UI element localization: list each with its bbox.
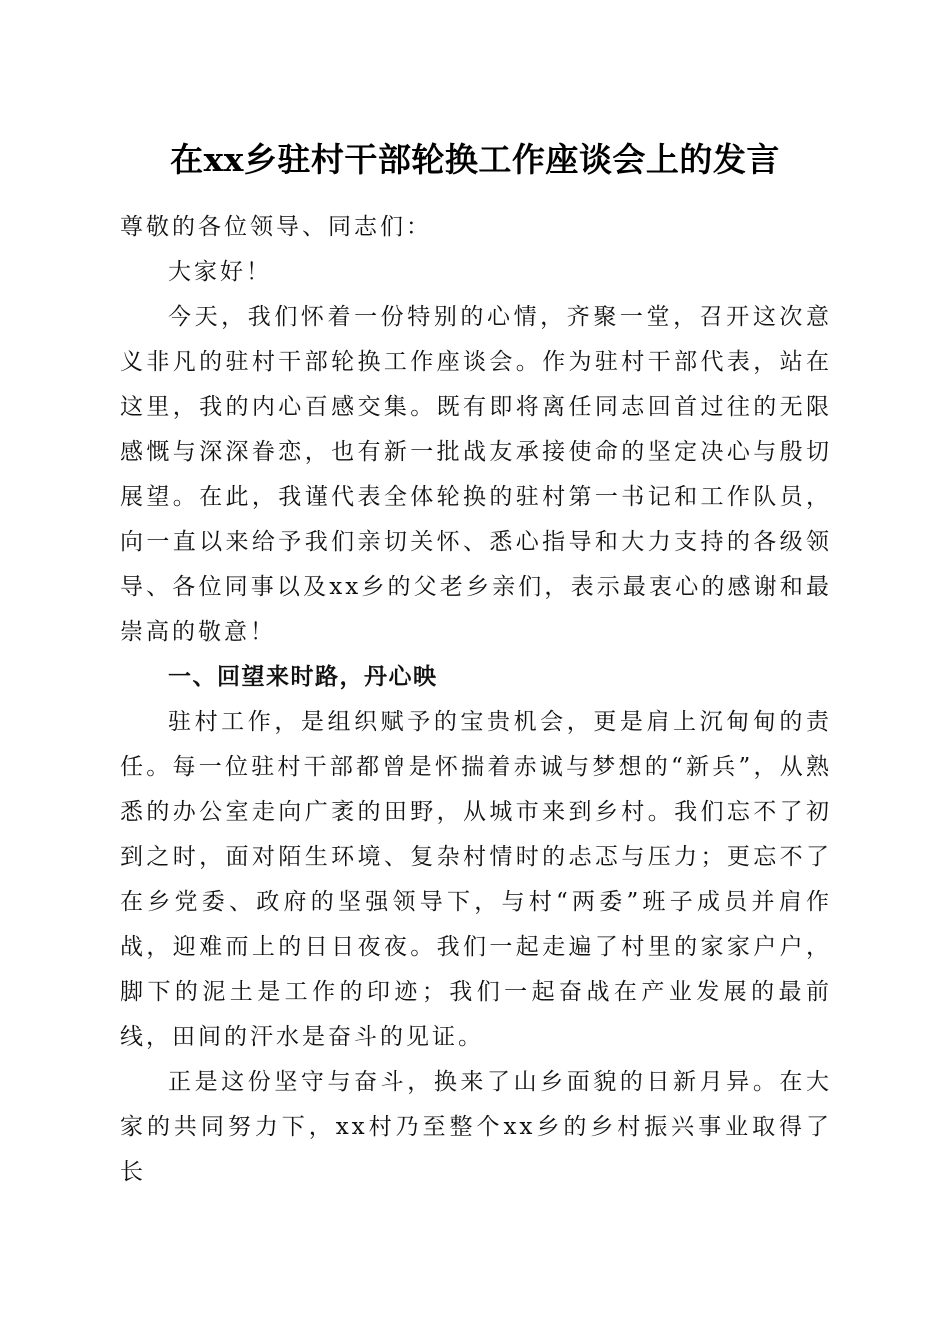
greeting: 大家好！ bbox=[168, 259, 272, 285]
body-paragraph: 正是这份坚守与奋斗，换来了山乡面貌的日新月异。在大家的共同努力下，xx村乃至整个xx乡的乡村振兴事业取得了长 bbox=[120, 1069, 832, 1185]
document-body bbox=[120, 205, 832, 1195]
body-paragraph: 驻村工作，是组织赋予的宝贵机会，更是肩上沉甸甸的责任。每一位驻村干部都曾是怀揣着赤诚与梦想的“新兵”，从熟悉的办公室走向广袤的田野，从城市来到乡村。我们忘不了初到之时，面对陌生环境、复杂村情时的忐忑与压力；更忘不了在乡党委、政府的坚强领导下，与村“两委”班子成员并肩作战，迎难而上的日日夜夜。我们一起走遍了村里的家家户户，脚下的泥土是工作的印迹；我们一起奋战在产业发展的最前线，田间的汗水是奋斗的见证。 bbox=[120, 709, 832, 1050]
body-paragraph: 今天，我们怀着一份特别的心情，齐聚一堂，召开这次意义非凡的驻村干部轮换工作座谈会。作为驻村干部代表，站在这里，我的内心百感交集。既有即将离任同志回首过往的无限感慨与深深眷恋，也有新一批战友承接使命的坚定决心与殷切展望。在此，我谨代表全体轮换的驻村第一书记和工作队员，向一直以来给予我们亲切关怀、悉心指导和大力支持的各级领导、各位同事以及xx乡的父老乡亲们，表示最衷心的感谢和最崇高的敬意！ bbox=[120, 304, 832, 645]
document-title: 在xx乡驻村干部轮换工作座谈会上的发言 bbox=[170, 140, 780, 179]
salutation: 尊敬的各位领导、同志们： bbox=[120, 214, 432, 240]
section-heading: 一、回望来时路，丹心映 bbox=[168, 664, 438, 690]
